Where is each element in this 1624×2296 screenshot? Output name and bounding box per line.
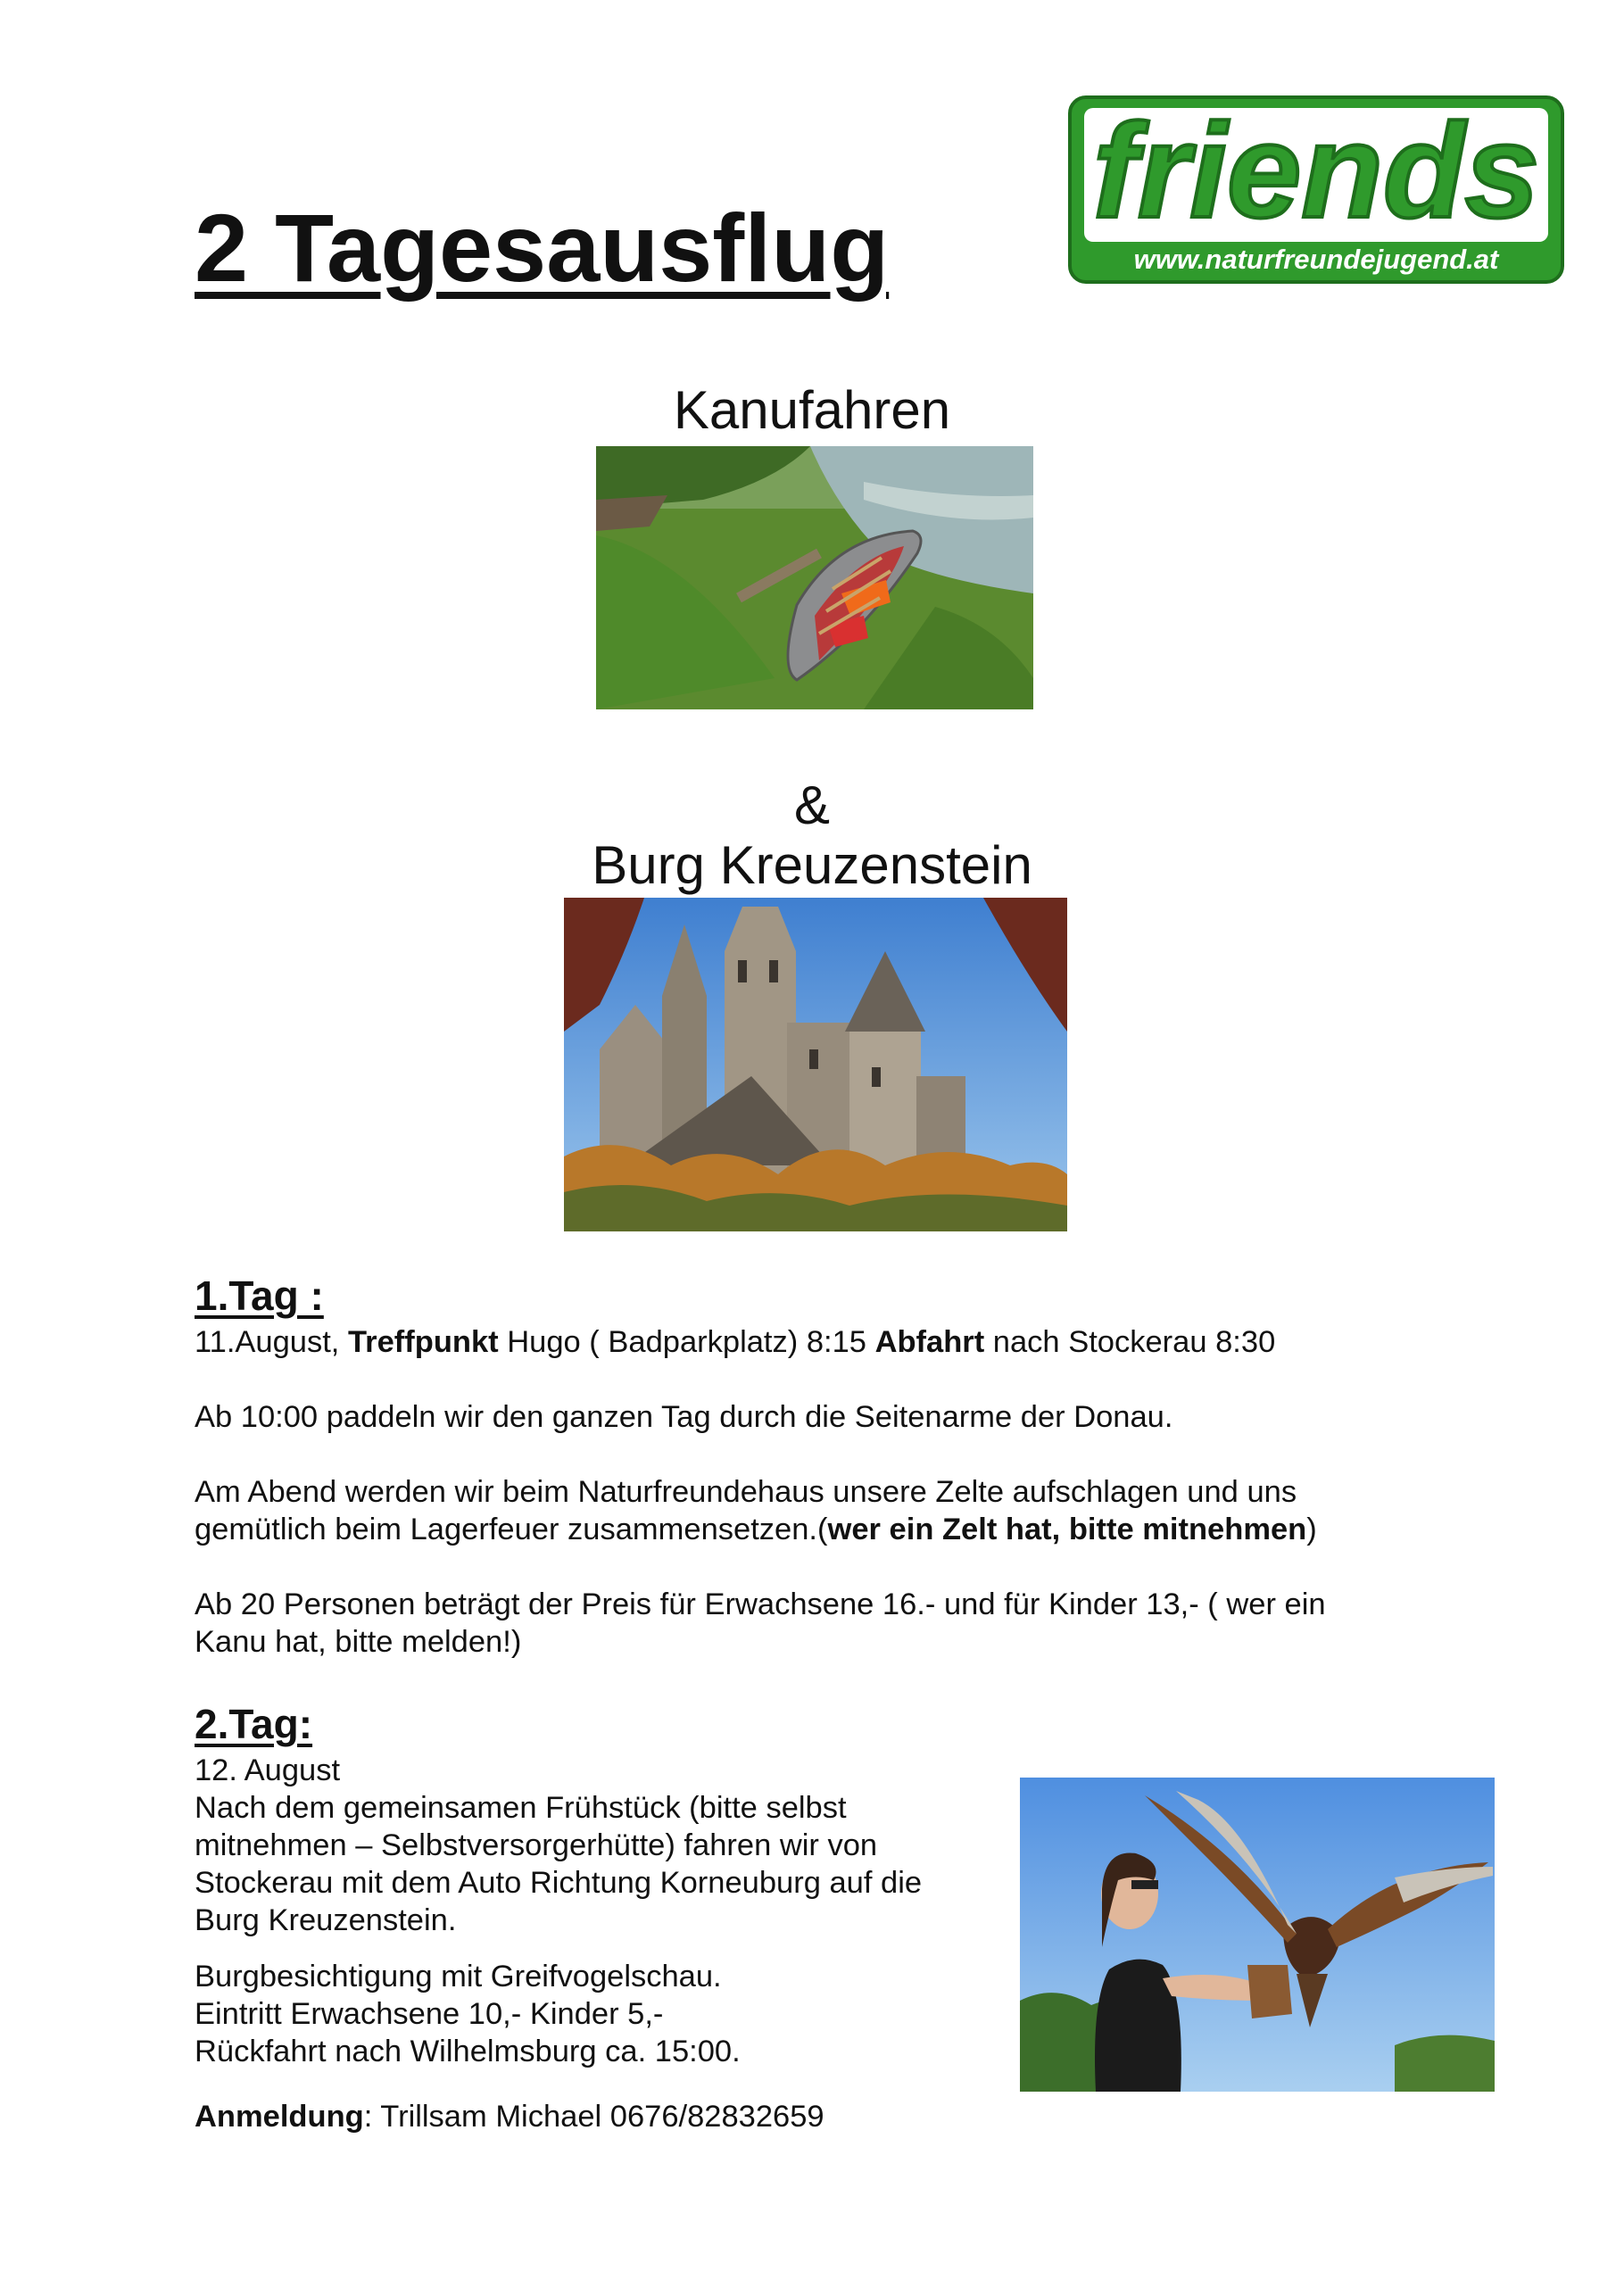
day1-evening-line-2: gemütlich beim Lagerfeuer zusammensetzen.(wer ein Zelt hat, bitte mitnehmen) <box>195 1513 1317 1546</box>
day2-text-line-3: Stockerau mit dem Auto Richtung Korneuburg auf die <box>195 1866 923 1900</box>
logo-url-text: www.naturfreundejugend.at <box>1133 244 1499 275</box>
falconry-photo <box>1020 1778 1495 2092</box>
friends-logo <box>1066 94 1566 286</box>
caption-ampersand: & <box>793 775 831 835</box>
caption-canoeing: Kanufahren <box>673 380 951 440</box>
day2-admission-line: Eintritt Erwachsene 10,- Kinder 5,- <box>195 1997 664 2031</box>
day1-heading: 1.Tag : <box>195 1272 324 1319</box>
day2-text-line-2: mitnehmen – Selbstversorgerhütte) fahren wir von <box>195 1828 878 1862</box>
day1-evening-line-1: Am Abend werden wir beim Naturfreundehaus unsere Zelte aufschlagen und uns <box>195 1475 1297 1509</box>
day2-text-line-1: Nach dem gemeinsamen Frühstück (bitte selbst <box>195 1791 847 1825</box>
castle-photo <box>564 898 1067 1231</box>
registration-line: Anmeldung: Trillsam Michael 0676/82832659 <box>195 2100 824 2134</box>
day2-return-line: Rückfahrt nach Wilhelmsburg ca. 15:00. <box>195 2035 741 2068</box>
day1-paddling-line: Ab 10:00 paddeln wir den ganzen Tag durch die Seitenarme der Donau. <box>195 1400 1173 1434</box>
day2-tour-line: Burgbesichtigung mit Greifvogelschau. <box>195 1960 722 1993</box>
day1-price-line-1: Ab 20 Personen beträgt der Preis für Erwachsene 16.- und für Kinder 13,- ( wer ein <box>195 1587 1326 1621</box>
day2-date-line: 12. August <box>195 1753 341 1787</box>
logo-brand-text: friends <box>1092 95 1540 245</box>
day2-text-line-4: Burg Kreuzenstein. <box>195 1903 457 1937</box>
day1-price-line-2: Kanu hat, bitte melden!) <box>195 1625 522 1659</box>
caption-castle: Burg Kreuzenstein <box>592 835 1032 895</box>
day1-meeting-line: 11.August, Treffpunkt Hugo ( Badparkplatz) 8:15 Abfahrt nach Stockerau 8:30 <box>195 1325 1276 1359</box>
day2-heading: 2.Tag: <box>195 1701 313 1747</box>
page-title: 2 Tagesausflug <box>195 194 890 302</box>
canoe-photo <box>596 446 1033 709</box>
